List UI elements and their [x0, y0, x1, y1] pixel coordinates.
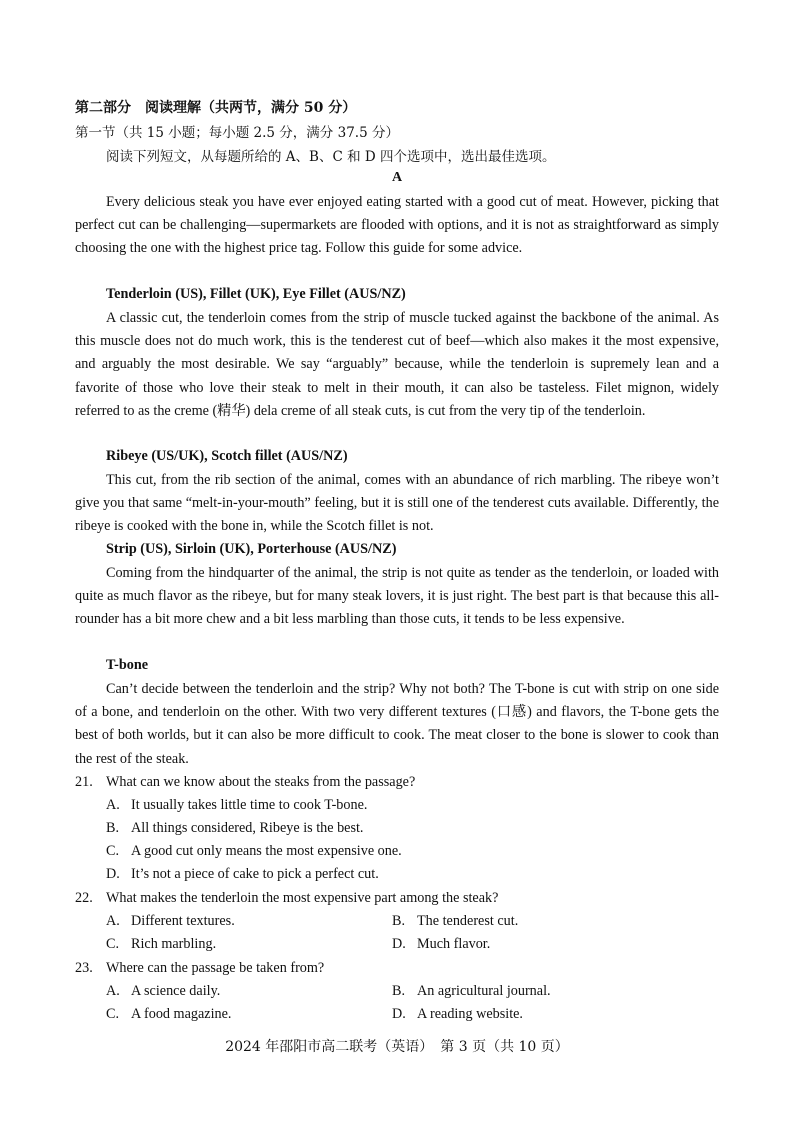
question-22-option-a[interactable]: A. Different textures. — [106, 913, 235, 929]
question-21-option-b[interactable]: B. All things considered, Ribeye is the best. — [106, 820, 364, 836]
section-body-tbone: Can’t decide between the tenderloin and the strip? Why not both? The T-bone is cut with strip on one side of a bone, and tenderloin on the other. With two very different textures (口感) and flavors, the T-bone gets the best of both worlds, but it can also be more difficult to cook. The meat closer to the bone is slower to cook than the rest of the steak. — [75, 681, 719, 767]
section-title: 第一节（共 15 小题；每小题 2.5 分，满分 37.5 分） — [75, 125, 399, 141]
section-body-tenderloin: A classic cut, the tenderloin comes from the strip of muscle tucked against the backbone of the animal. As this muscle does not do much work, this is the tenderest cut of beef—which also makes it the most expensive, and arguably the most desirable. We say “arguably” because, while the tenderloin is supremely lean and a favorite of those who love their steak to melt in their mouth, it can also be tasteless. Filet mignon, widely referred to as the creme (精华) dela creme of all steak cuts, is cut from the very tip of the tenderloin. — [75, 310, 719, 419]
question-23-option-c[interactable]: C. A food magazine. — [106, 1006, 232, 1022]
question-text: What can we know about the steaks from the passage? — [106, 774, 416, 790]
question-21-option-c[interactable]: C. A good cut only means the most expensive one. — [106, 843, 402, 859]
page-footer: 2024 年邵阳市高二联考（英语） 第 3 页（共 10 页） — [225, 1039, 569, 1055]
section-heading-tenderloin: Tenderloin (US), Fillet (UK), Eye Fillet (AUS/NZ) — [106, 286, 406, 302]
question-23-option-a[interactable]: A. A science daily. — [106, 983, 221, 999]
question-number: 22. — [75, 890, 93, 906]
section-heading-strip: Strip (US), Sirloin (UK), Porterhouse (AUS/NZ) — [106, 541, 397, 557]
section-heading-ribeye: Ribeye (US/UK), Scotch fillet (AUS/NZ) — [106, 448, 348, 464]
section-body-tbone-block — [75, 678, 719, 771]
section-body-ribeye: This cut, from the rib section of the animal, comes with an abundance of rich marbling. The ribeye won’t give you that same “melt-in-your-mouth” feeling, but it is still one of the tenderest cuts available. Differently, the ribeye is cooked with the bone in, while the Scotch fillet is not. — [75, 472, 719, 535]
question-23-stem — [75, 958, 324, 978]
section-body-strip-block — [75, 562, 719, 632]
passage-intro: Every delicious steak you have ever enjoyed eating started with a good cut of meat. However, picking that perfect cut can be challenging—supermarkets are flooded with options, and it is not as straightforward as simply choosing the one with the highest price tag. Follow this guide for some advice. — [75, 194, 719, 257]
section-heading-tbone: T-bone — [106, 657, 149, 673]
section-body-ribeye-block — [75, 469, 719, 539]
question-21-option-a[interactable]: A. It usually takes little time to cook T-bone. — [106, 797, 368, 813]
question-22-option-d[interactable]: D. Much flavor. — [392, 936, 491, 952]
section-body-tenderloin-block — [75, 307, 719, 423]
question-22-stem — [75, 888, 498, 908]
question-22-option-b[interactable]: B. The tenderest cut. — [392, 913, 519, 929]
question-23-option-d[interactable]: D. A reading website. — [392, 1006, 523, 1022]
question-21-stem — [75, 772, 415, 792]
passage-intro-block — [75, 191, 719, 261]
question-22-option-c[interactable]: C. Rich marbling. — [106, 936, 217, 952]
passage-label: A — [391, 170, 403, 185]
question-text: What makes the tenderloin the most expensive part among the steak? — [106, 890, 499, 906]
question-number: 23. — [75, 960, 93, 976]
section-body-strip: Coming from the hindquarter of the animal, the strip is not quite as tender as the tenderloin, or loaded with quite as much flavor as the ribeye, but for many steak lovers, it is just right. The best part is that because this all-rounder has a bit more chew and a bit less marbling than those cuts, it tends to be less expensive. — [75, 565, 719, 628]
instructions: 阅读下列短文，从每题所给的 A、B、C 和 D 四个选项中，选出最佳选项。 — [106, 149, 556, 165]
question-number: 21. — [75, 774, 93, 790]
part-title: 第二部分 阅读理解（共两节，满分 50 分） — [75, 100, 357, 116]
question-21-option-d[interactable]: D. It’s not a piece of cake to pick a perfect cut. — [106, 866, 379, 882]
question-23-option-b[interactable]: B. An agricultural journal. — [392, 983, 551, 999]
question-text: Where can the passage be taken from? — [106, 960, 325, 976]
